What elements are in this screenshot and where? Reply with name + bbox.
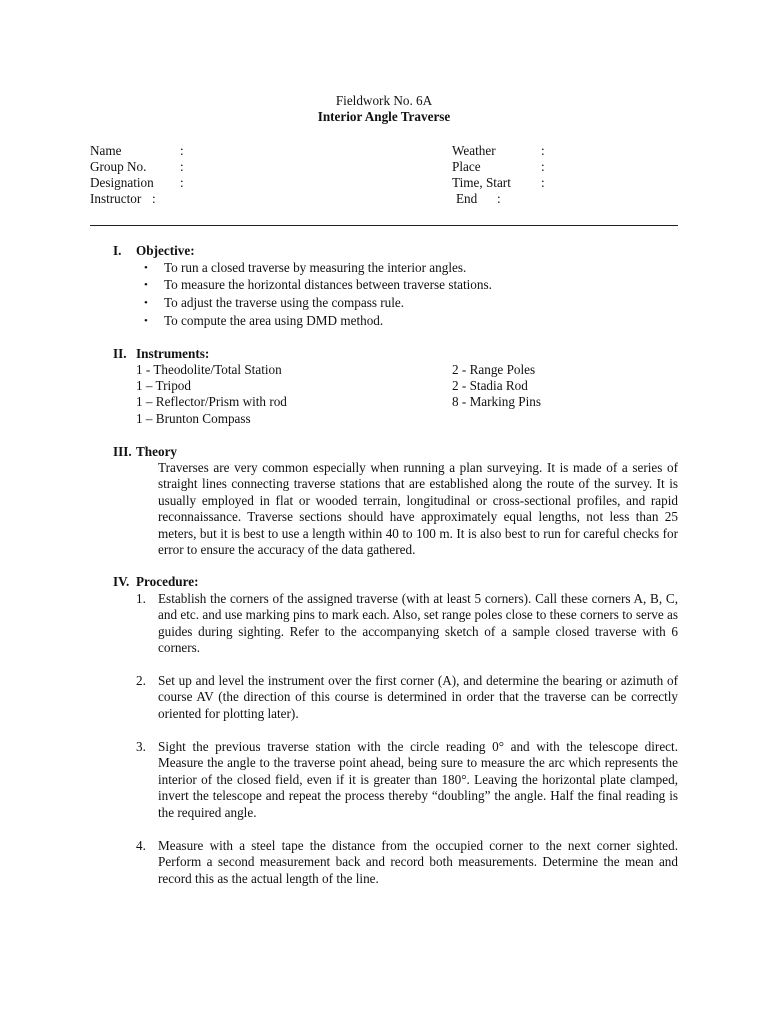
objective-heading: Objective: [136, 243, 195, 258]
step-number: 1. [136, 591, 146, 606]
document-title: Interior Angle Traverse [317, 109, 451, 124]
fieldwork-number: Fieldwork No. 6A [335, 93, 433, 108]
instrument-item: 2 - Range Poles [452, 362, 536, 377]
theory-paragraph: Traverses are very common especially when running a plan surveying. It is made of a series of straight lines connecting traverse stations that are established along the route of the survey. It is usually employed in flat or wooded terrain, longitudinal or cross-sectional profiles, and rapid reconnaissance. Traverse sections should have approximately equal lengths, not less than 25 meters, but it is best to use a length within 40 to 100 m. It is also best to run for careful checks for error to ensure the accuracy of the data gathered. [158, 460, 678, 558]
name-colon: : [180, 143, 184, 158]
step-number: 2. [136, 673, 146, 688]
end-label: End [456, 191, 478, 206]
name-label: Name [90, 143, 122, 158]
objective-item: To adjust the traverse using the compass rule. [164, 295, 405, 310]
designation-label: Designation [90, 175, 154, 190]
group-colon: : [180, 159, 184, 174]
bullet-icon: • [144, 297, 148, 309]
weather-colon: : [541, 143, 545, 158]
header-divider [90, 225, 678, 226]
procedure-numeral: IV. [113, 574, 130, 589]
time-start-colon: : [541, 175, 545, 190]
bullet-icon: • [144, 262, 148, 274]
procedure-heading: Procedure: [136, 574, 199, 589]
theory-heading: Theory [136, 444, 178, 459]
instructor-colon: : [152, 191, 156, 206]
procedure-step: Set up and level the instrument over the first corner (A), and determine the bearing or azimuth of course AV (the direction of this course is determined in order that the traverse can be correctly oriented for plotting later). [158, 673, 678, 721]
step-number: 4. [136, 838, 146, 853]
instruments-heading: Instruments: [136, 346, 210, 361]
instrument-item: 8 - Marking Pins [452, 394, 542, 409]
instrument-item: 1 – Brunton Compass [136, 411, 251, 426]
objective-item: To measure the horizontal distances between traverse stations. [164, 277, 492, 292]
instrument-item: 2 - Stadia Rod [452, 378, 528, 393]
bullet-icon: • [144, 279, 148, 291]
instructor-label: Instructor [90, 191, 142, 206]
objective-numeral: I. [113, 243, 122, 258]
objective-item: To run a closed traverse by measuring the interior angles. [164, 260, 467, 275]
weather-label: Weather [452, 143, 496, 158]
procedure-step: Sight the previous traverse station with the circle reading 0° and with the telescope direct. Measure the angle to the traverse point ahead, being sure to measure the arc which represents the interior of the closed field, even if it is greater than 180°. Leaving the horizontal plate clamped, invert the telescope and repeat the process thereby “doubling” the angle. Half the final reading is the required angle. [158, 739, 678, 820]
instrument-item: 1 – Tripod [136, 378, 191, 393]
bullet-icon: • [144, 315, 148, 327]
theory-numeral: III. [113, 444, 132, 459]
instrument-item: 1 - Theodolite/Total Station [136, 362, 282, 377]
procedure-step: Establish the corners of the assigned traverse (with at least 5 corners). Call these corners A, B, C, and etc. and use marking pins to mark each. Also, set range poles close to these corners to serve as guides during sighting. Refer to the accompanying sketch of a sample closed traverse with 6 corners. [158, 591, 678, 656]
end-colon: : [497, 191, 501, 206]
instruments-numeral: II. [113, 346, 127, 361]
objective-item: To compute the area using DMD method. [164, 313, 384, 328]
time-start-label: Time, Start [452, 175, 511, 190]
procedure-step: Measure with a steel tape the distance from the occupied corner to the next corner sighted. Perform a second measurement back and record both measurements. Determine the mean and record this as the actual length of the line. [158, 838, 678, 886]
place-colon: : [541, 159, 545, 174]
instrument-item: 1 – Reflector/Prism with rod [136, 394, 287, 409]
place-label: Place [452, 159, 481, 174]
group-label: Group No. [90, 159, 147, 174]
step-number: 3. [136, 739, 146, 754]
designation-colon: : [180, 175, 184, 190]
